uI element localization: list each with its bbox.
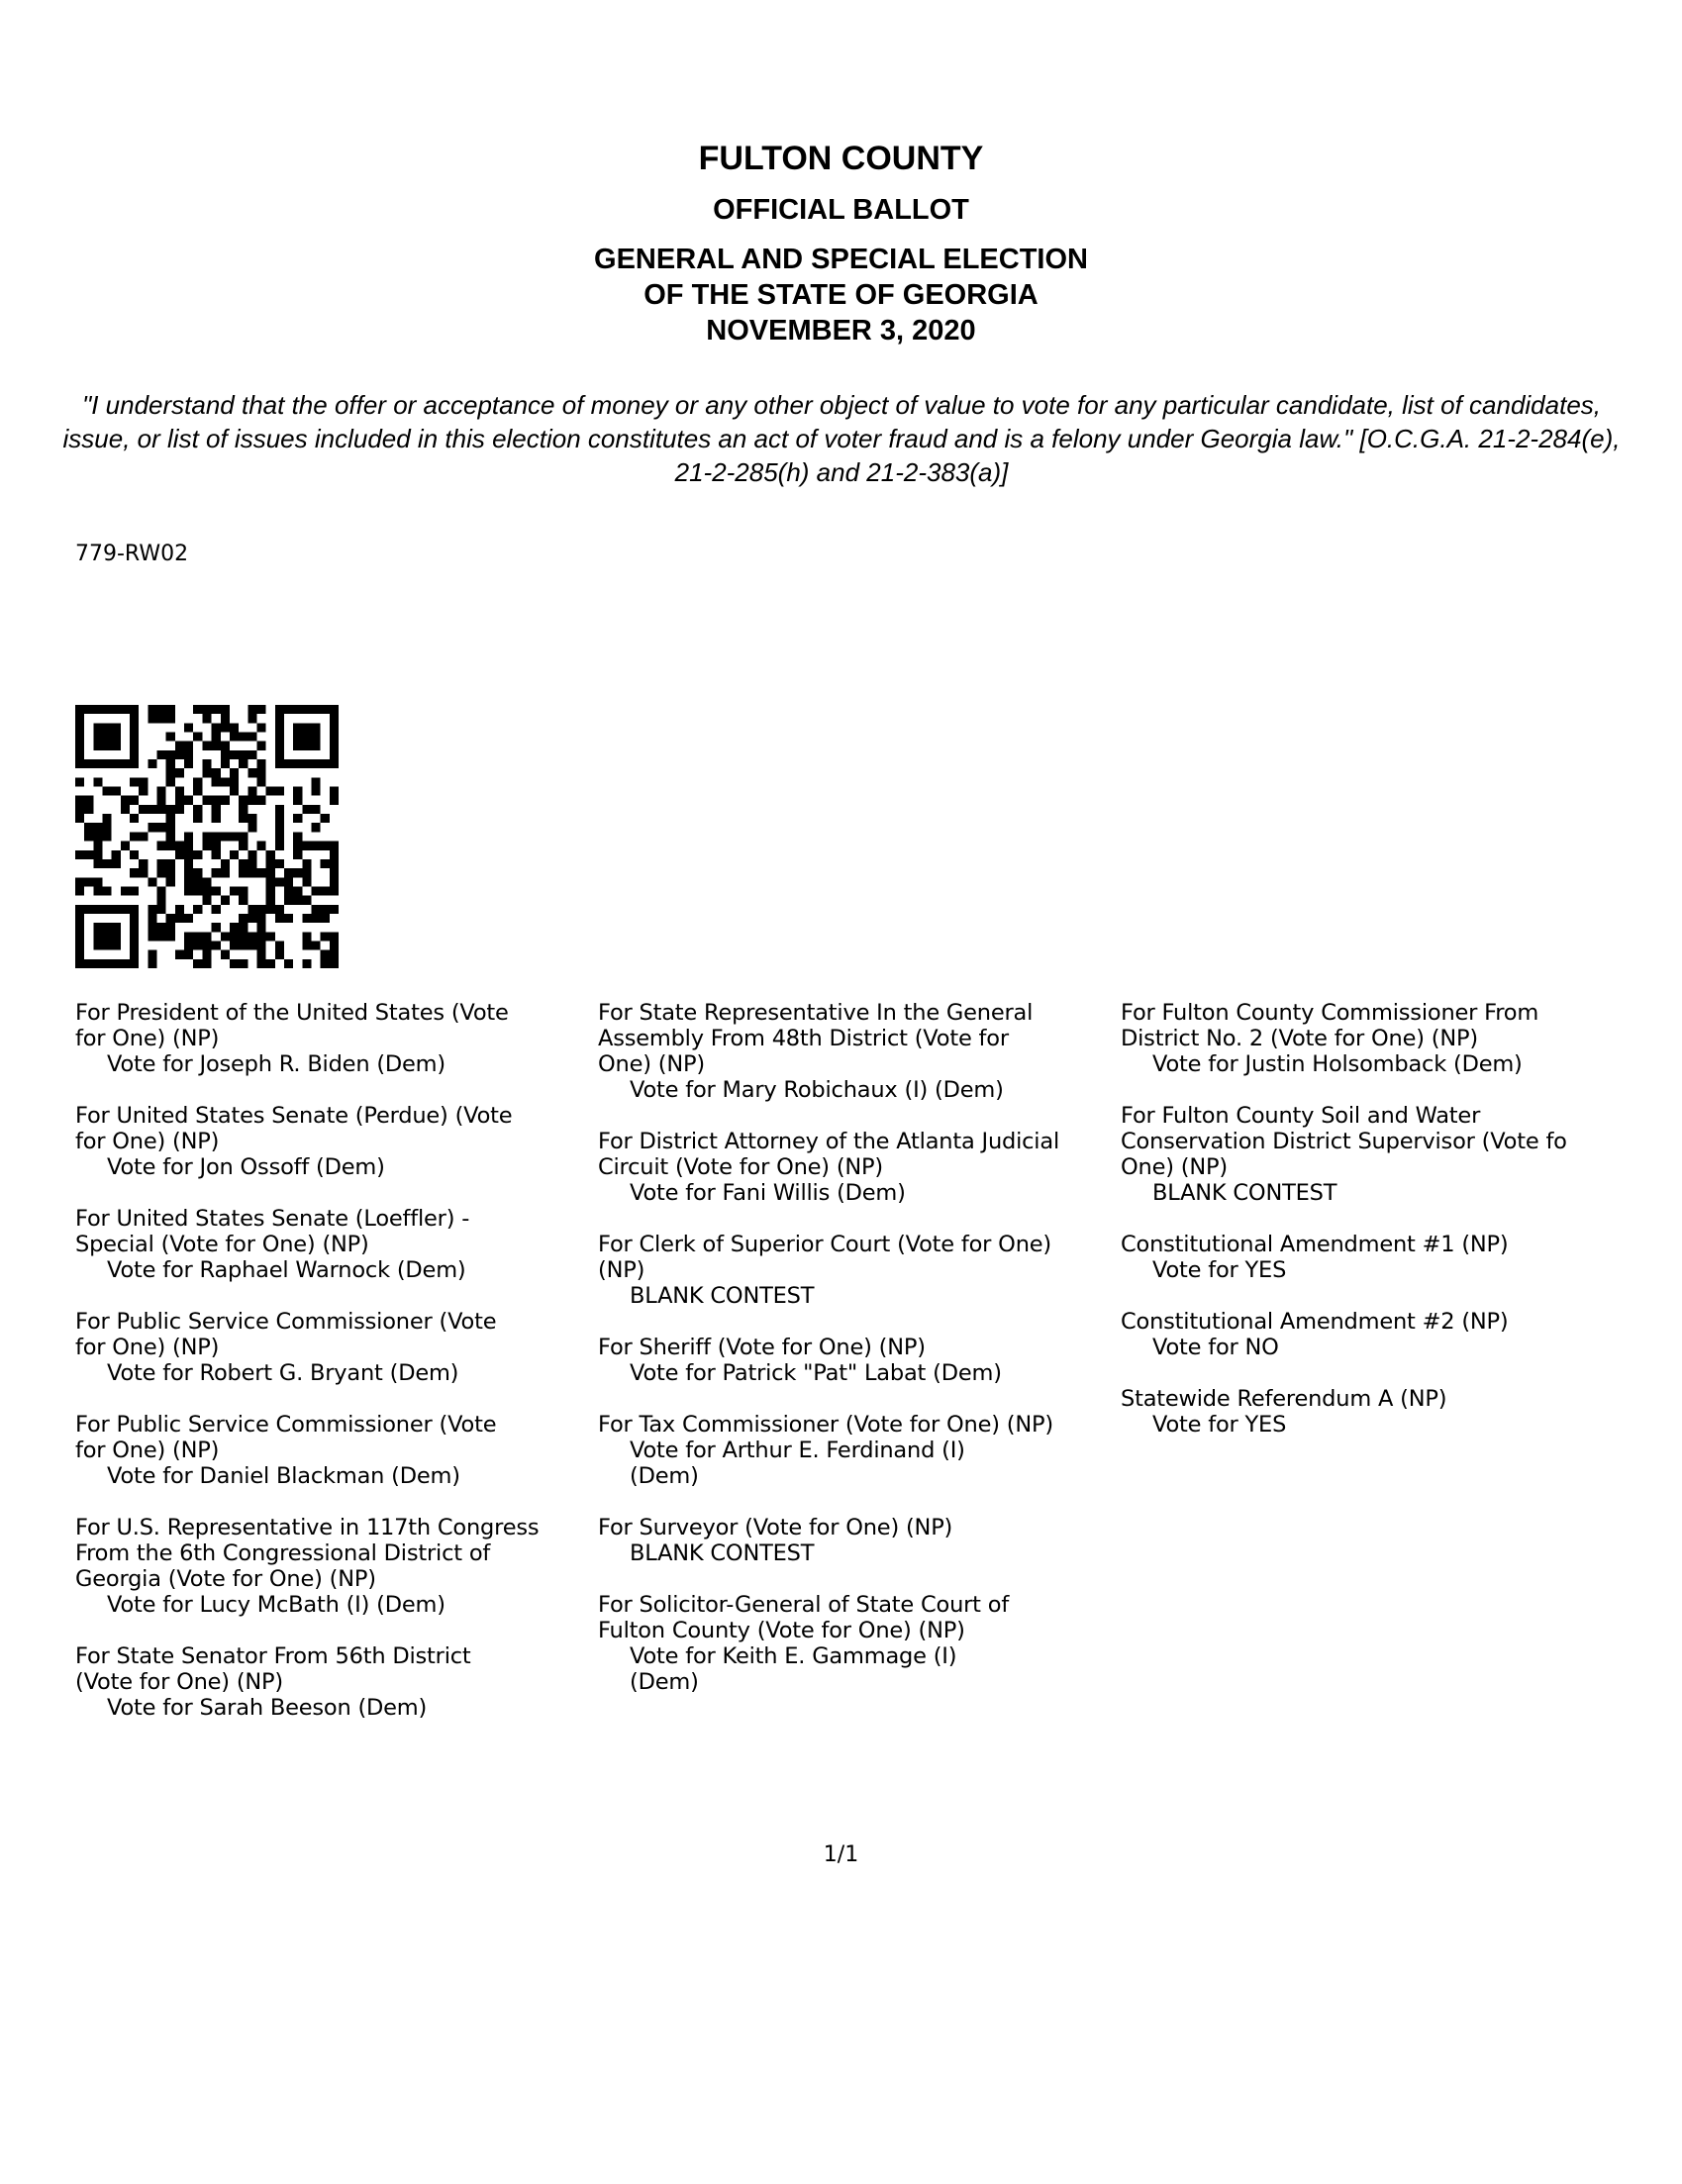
contest-amendment-1 [1121,1232,1675,1283]
contest-selection: Vote for Raphael Warnock (Dem) [107,1257,466,1283]
contest-column-left [75,1000,600,1746]
contest-state-senator [75,1643,600,1721]
contest-selection: Vote for YES [1152,1412,1287,1438]
contest-title: For U.S. Representative in 117th Congress From the 6th Congressional District of Georgia (Vote for One) (NP) [75,1515,540,1592]
ballot-type-title: OFFICIAL BALLOT [713,194,969,226]
county-title: FULTON COUNTY [698,140,984,177]
contest-solicitor-general [598,1592,1123,1695]
contest-selection: Vote for Robert G. Bryant (Dem) [107,1360,459,1386]
contest-president [75,1000,600,1077]
contest-title: For Public Service Commissioner (Vote for One) (NP) [75,1412,497,1463]
contest-psc-2 [75,1412,600,1489]
contest-selection: Vote for YES [1152,1257,1287,1283]
voter-fraud-oath: "I understand that the offer or acceptance of money or any other object of value to vote for any particular candidate, list of candidates, issue, or list of issues included in this election constitutes an act of voter fraud and is a felony under Georgia law." [O.C.G.A. 21-2-284(e), 21-2-285(h) and 21-2-383(a)] [62,390,1621,487]
contest-tax-commissioner [598,1412,1123,1489]
contest-title: For Solicitor-General of State Court of Fulton County (Vote for One) (NP) [598,1592,1010,1643]
contest-title: For Clerk of Superior Court (Vote for One) (NP) [598,1232,1051,1283]
contest-column-middle [598,1000,1123,1721]
contest-title: For Tax Commissioner (Vote for One) (NP) [598,1412,1053,1438]
contest-title: Constitutional Amendment #1 (NP) [1121,1232,1509,1257]
contest-title: For Sheriff (Vote for One) (NP) [598,1335,926,1360]
contest-selection: Vote for Arthur E. Ferdinand (I) (Dem) [630,1438,965,1489]
contest-title: For Surveyor (Vote for One) (NP) [598,1515,953,1540]
contest-sheriff [598,1335,1123,1386]
contest-column-right [1121,1000,1675,1463]
contest-title: For United States Senate (Perdue) (Vote for One) (NP) [75,1103,513,1154]
contest-selection: Vote for Lucy McBath (I) (Dem) [107,1592,445,1618]
contest-selection: Vote for NO [1152,1335,1279,1360]
contest-selection: Vote for Justin Holsomback (Dem) [1152,1051,1523,1077]
election-line-1: GENERAL AND SPECIAL ELECTION [594,244,1088,275]
contest-title: For Fulton County Commissioner From District No. 2 (Vote for One) (NP) [1121,1000,1539,1051]
contest-state-representative [598,1000,1123,1103]
contest-title: For State Senator From 56th District (Vote for One) (NP) [75,1643,471,1695]
election-line-2: OF THE STATE OF GEORGIA [643,279,1039,311]
contest-title: Constitutional Amendment #2 (NP) [1121,1309,1509,1335]
page-number: 1/1 [823,1842,859,1867]
contest-title: For District Attorney of the Atlanta Judicial Circuit (Vote for One) (NP) [598,1129,1059,1180]
contest-columns [0,1000,1682,1752]
contest-surveyor [598,1515,1123,1566]
ballot-header [0,139,1682,348]
contest-selection: Vote for Keith E. Gammage (I) (Dem) [630,1643,957,1695]
contest-title: Statewide Referendum A (NP) [1121,1386,1447,1412]
qr-code [75,705,339,968]
contest-county-commissioner [1121,1000,1675,1077]
contest-us-representative [75,1515,600,1618]
contest-selection: Vote for Daniel Blackman (Dem) [107,1463,460,1489]
contest-selection: Vote for Fani Willis (Dem) [630,1180,906,1206]
contest-title: For Public Service Commissioner (Vote for One) (NP) [75,1309,497,1360]
contest-selection: Vote for Joseph R. Biden (Dem) [107,1051,445,1077]
contest-selection: Vote for Patrick "Pat" Labat (Dem) [630,1360,1002,1386]
contest-selection: Vote for Mary Robichaux (I) (Dem) [630,1077,1004,1103]
contest-title: For State Representative In the General Assembly From 48th District (Vote for One) (NP) [598,1000,1034,1077]
contest-selection: BLANK CONTEST [630,1283,815,1309]
contest-district-attorney [598,1129,1123,1206]
contest-amendment-2 [1121,1309,1675,1360]
ballot-style-code: 779-RW02 [75,542,189,566]
contest-soil-water-supervisor [1121,1103,1675,1206]
contest-referendum-a [1121,1386,1675,1438]
election-title [0,242,1682,348]
contest-us-senate-perdue [75,1103,600,1180]
contest-selection: Vote for Jon Ossoff (Dem) [107,1154,385,1180]
contest-us-senate-loeffler [75,1206,600,1283]
contest-psc-1 [75,1309,600,1386]
contest-clerk-superior-court [598,1232,1123,1309]
contest-selection: BLANK CONTEST [630,1540,815,1566]
contest-title: For Fulton County Soil and Water Conservation District Supervisor (Vote fo One) (NP) [1121,1103,1567,1180]
contest-title: For United States Senate (Loeffler) - Special (Vote for One) (NP) [75,1206,470,1257]
contest-selection: BLANK CONTEST [1152,1180,1337,1206]
contest-selection: Vote for Sarah Beeson (Dem) [107,1695,428,1721]
election-date: NOVEMBER 3, 2020 [706,315,976,347]
contest-title: For President of the United States (Vote for One) (NP) [75,1000,509,1051]
